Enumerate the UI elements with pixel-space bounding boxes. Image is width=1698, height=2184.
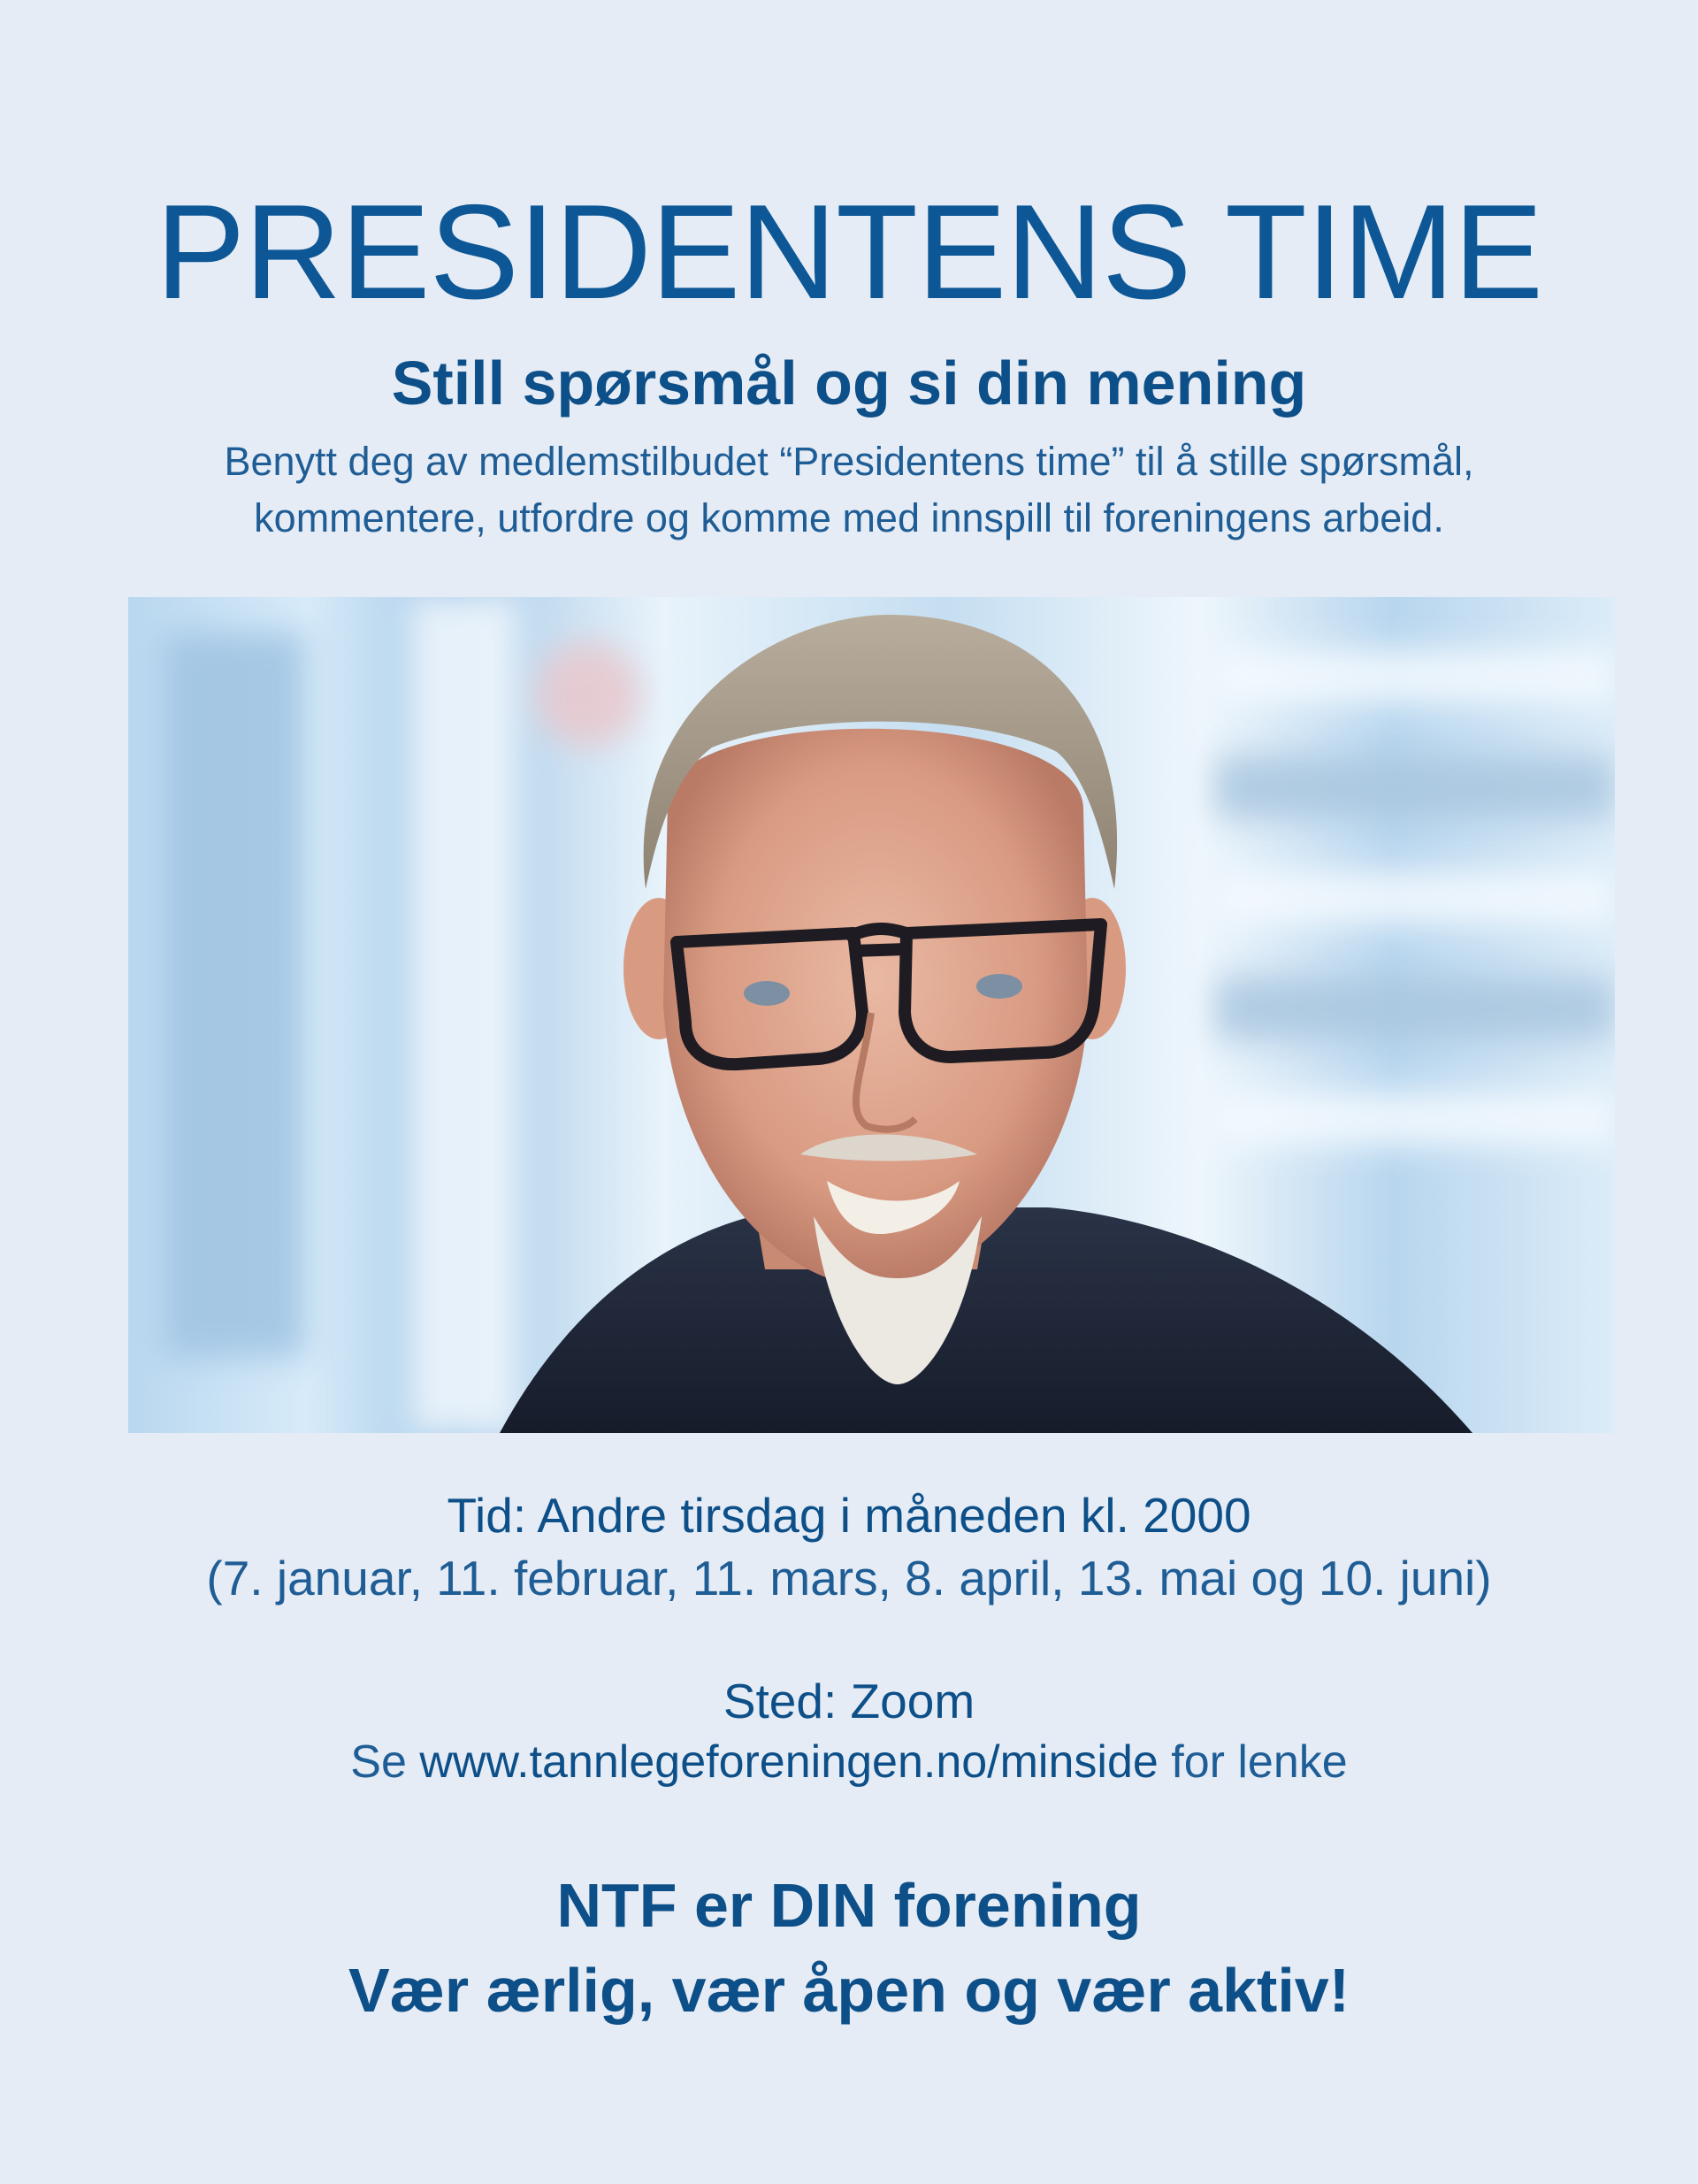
place-link-prefix: Se — [350, 1736, 420, 1788]
closing-slogan — [0, 1863, 1698, 2033]
intro-line-1: Benytt deg av medlemstilbudet “Presidentens time” til å stille spørsmål, — [224, 439, 1474, 484]
poster-title: PRESIDENTENS TIME — [155, 177, 1542, 327]
poster-subtitle: Still spørsmål og si din mening — [391, 349, 1307, 418]
place-link-suffix: for lenke — [1158, 1736, 1348, 1788]
intro-line-2: kommentere, utfordre og komme med innspill til foreningens arbeid. — [254, 495, 1444, 540]
meeting-dates: (7. januar, 11. februar, 11. mars, 8. april, 13. mai og 10. juni) — [206, 1551, 1492, 1605]
portrait-photo — [128, 597, 1615, 1433]
closing-line-1: NTF er DIN forening — [556, 1871, 1142, 1940]
closing-line-2: Vær ærlig, vær åpen og vær aktiv! — [348, 1956, 1350, 2025]
time-label: Tid: Andre tirsdag i måneden kl. 2000 — [447, 1488, 1251, 1543]
website-link[interactable]: www.tannlegeforeningen.no/minside — [419, 1736, 1159, 1788]
place-link-line — [0, 1734, 1698, 1790]
intro-text — [177, 433, 1521, 547]
place-label: Sted: Zoom — [723, 1674, 975, 1728]
